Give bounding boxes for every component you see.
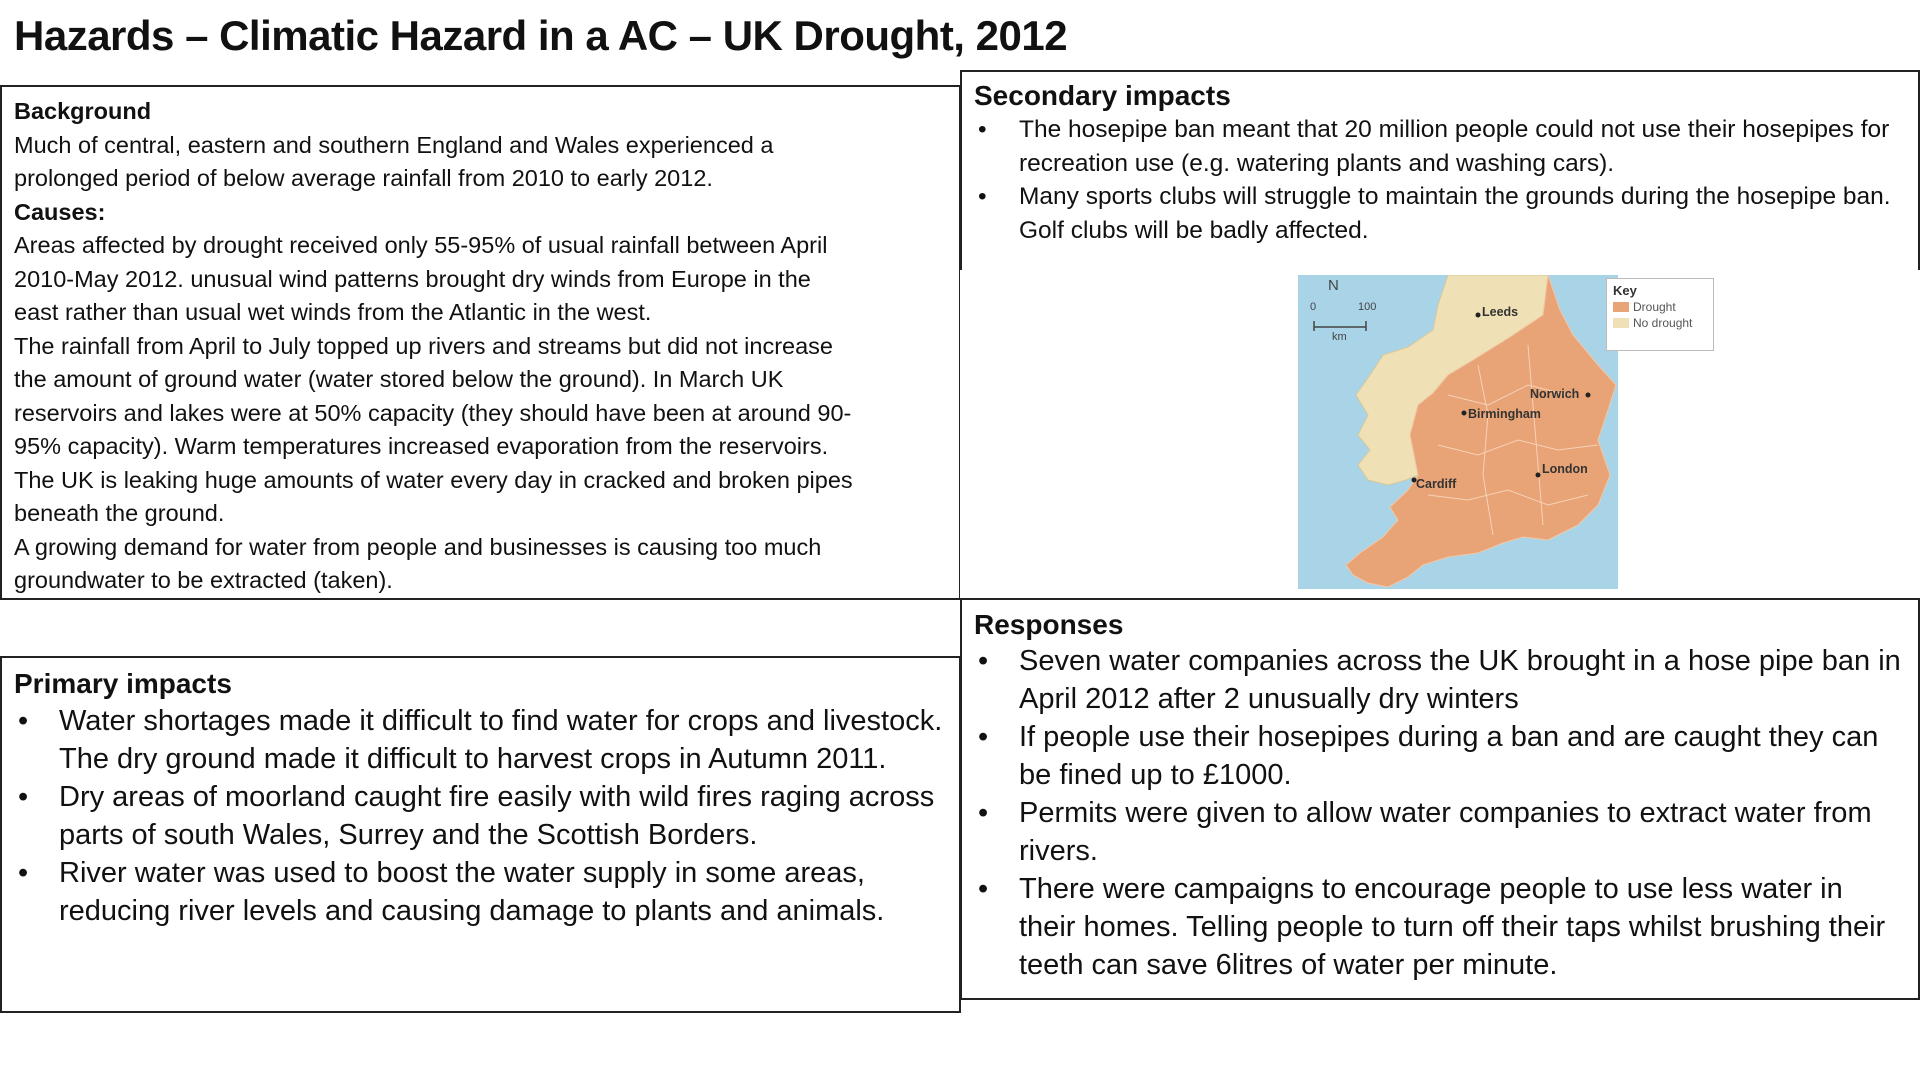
list-item <box>974 718 1906 794</box>
secondary-item-text: Many sports clubs will struggle to maintain the grounds during the hosepipe ban. Golf clubs will be badly affected. <box>1019 183 1891 244</box>
causes-line: beneath the ground. <box>14 500 225 526</box>
causes-line: east rather than usual wet winds from the Atlantic in the west. <box>14 299 652 325</box>
responses-item-text: Seven water companies across the UK brought in a hose pipe ban in April 2012 after 2 unusually dry winters <box>1019 645 1901 715</box>
secondary-heading: Secondary impacts <box>974 80 1231 111</box>
responses-item-text: Permits were given to allow water companies to extract water from rivers. <box>1019 797 1872 867</box>
responses-item-text: If people use their hosepipes during a ban and are caught they can be fined up to £1000. <box>1019 721 1879 791</box>
key-title: Key <box>1613 283 1637 298</box>
background-line: Much of central, eastern and southern England and Wales experienced a <box>14 131 774 158</box>
list-item <box>14 702 947 778</box>
responses-heading: Responses <box>974 609 1124 640</box>
causes-line: reservoirs and lakes were at 50% capacity (they should have been at around 90- <box>14 399 852 426</box>
background-panel <box>0 85 961 600</box>
key-drought-label: Drought <box>1633 300 1676 314</box>
background-line: prolonged period of below average rainfall from 2010 to early 2012. <box>14 165 713 191</box>
bullet-icon: • <box>978 721 989 753</box>
causes-heading: Causes: <box>14 198 106 225</box>
causes-line: Areas affected by drought received only 55-95% of usual rainfall between April <box>14 232 828 258</box>
causes-line: A growing demand for water from people and businesses is causing too much <box>14 533 822 560</box>
map-key <box>1606 278 1714 351</box>
causes-line: the amount of ground water (water stored below the ground). In March UK <box>14 366 784 392</box>
primary-heading: Primary impacts <box>14 668 232 699</box>
primary-item-text: Water shortages made it difficult to find water for crops and livestock. The dry ground made it difficult to harvest crops in Autumn 2011. <box>59 705 943 775</box>
list-item <box>974 642 1906 718</box>
responses-panel <box>960 598 1920 1000</box>
causes-line: 2010-May 2012. unusual wind patterns brought dry winds from Europe in the <box>14 265 811 292</box>
scale-zero-label: 0 <box>1310 301 1317 313</box>
list-item <box>974 870 1906 984</box>
city-dot-leeds <box>1476 313 1481 318</box>
north-arrow-label: N <box>1328 277 1339 294</box>
bullet-icon: • <box>978 797 989 829</box>
city-label-norwich: Norwich <box>1530 387 1580 401</box>
city-label-leeds: Leeds <box>1482 305 1519 319</box>
key-row-drought <box>1613 300 1707 314</box>
page-title: Hazards – Climatic Hazard in a AC – UK Drought, 2012 <box>14 12 1068 59</box>
background-heading: Background <box>14 98 152 124</box>
causes-line: The rainfall from April to July topped up rivers and streams but did not increase <box>14 332 833 359</box>
key-row-no-drought <box>1613 316 1707 330</box>
secondary-item-text: The hosepipe ban meant that 20 million people could not use their hosepipes for recreation use (e.g. watering plants and washing cars). <box>1019 116 1890 177</box>
list-item <box>974 113 1906 180</box>
list-item <box>14 854 947 930</box>
secondary-list <box>974 113 1906 247</box>
bullet-icon: • <box>18 705 29 737</box>
responses-list <box>974 642 1906 984</box>
primary-item-text: River water was used to boost the water supply in some areas, reducing river levels and causing damage to plants and animals. <box>59 857 885 927</box>
primary-item-text: Dry areas of moorland caught fire easily with wild fires raging across parts of south Wales, Surrey and the Scottish Borders. <box>59 781 935 851</box>
list-item <box>974 794 1906 870</box>
bullet-icon: • <box>978 183 987 210</box>
city-label-cardiff: Cardiff <box>1416 477 1457 491</box>
city-dot-birmingham <box>1462 411 1467 416</box>
primary-impacts-panel <box>0 656 961 1013</box>
scale-value-label: 100 <box>1358 301 1377 313</box>
causes-line: groundwater to be extracted (taken). <box>14 567 393 593</box>
no-drought-swatch <box>1613 318 1629 328</box>
key-no-drought-label: No drought <box>1633 316 1693 330</box>
bullet-icon: • <box>978 873 989 905</box>
city-label-birmingham: Birmingham <box>1468 407 1541 421</box>
city-label-london: London <box>1542 462 1588 476</box>
causes-line: 95% capacity). Warm temperatures increased evaporation from the reservoirs. <box>14 433 829 459</box>
scale-unit-label: km <box>1332 331 1347 343</box>
bullet-icon: • <box>978 645 989 677</box>
primary-list <box>14 702 947 930</box>
city-dot-norwich <box>1586 393 1591 398</box>
city-dot-london <box>1536 473 1541 478</box>
drought-swatch <box>1613 302 1629 312</box>
secondary-impacts-panel <box>960 70 1920 272</box>
list-item <box>974 180 1906 247</box>
bullet-icon: • <box>978 116 987 143</box>
bullet-icon: • <box>18 857 29 889</box>
bullet-icon: • <box>18 781 29 813</box>
list-item <box>14 778 947 854</box>
responses-item-text: There were campaigns to encourage people to use less water in their homes. Telling people to turn off their taps whilst brushing their teeth can save 6litres of water per minute. <box>1019 873 1886 981</box>
causes-line: The UK is leaking huge amounts of water every day in cracked and broken pipes <box>14 466 853 493</box>
